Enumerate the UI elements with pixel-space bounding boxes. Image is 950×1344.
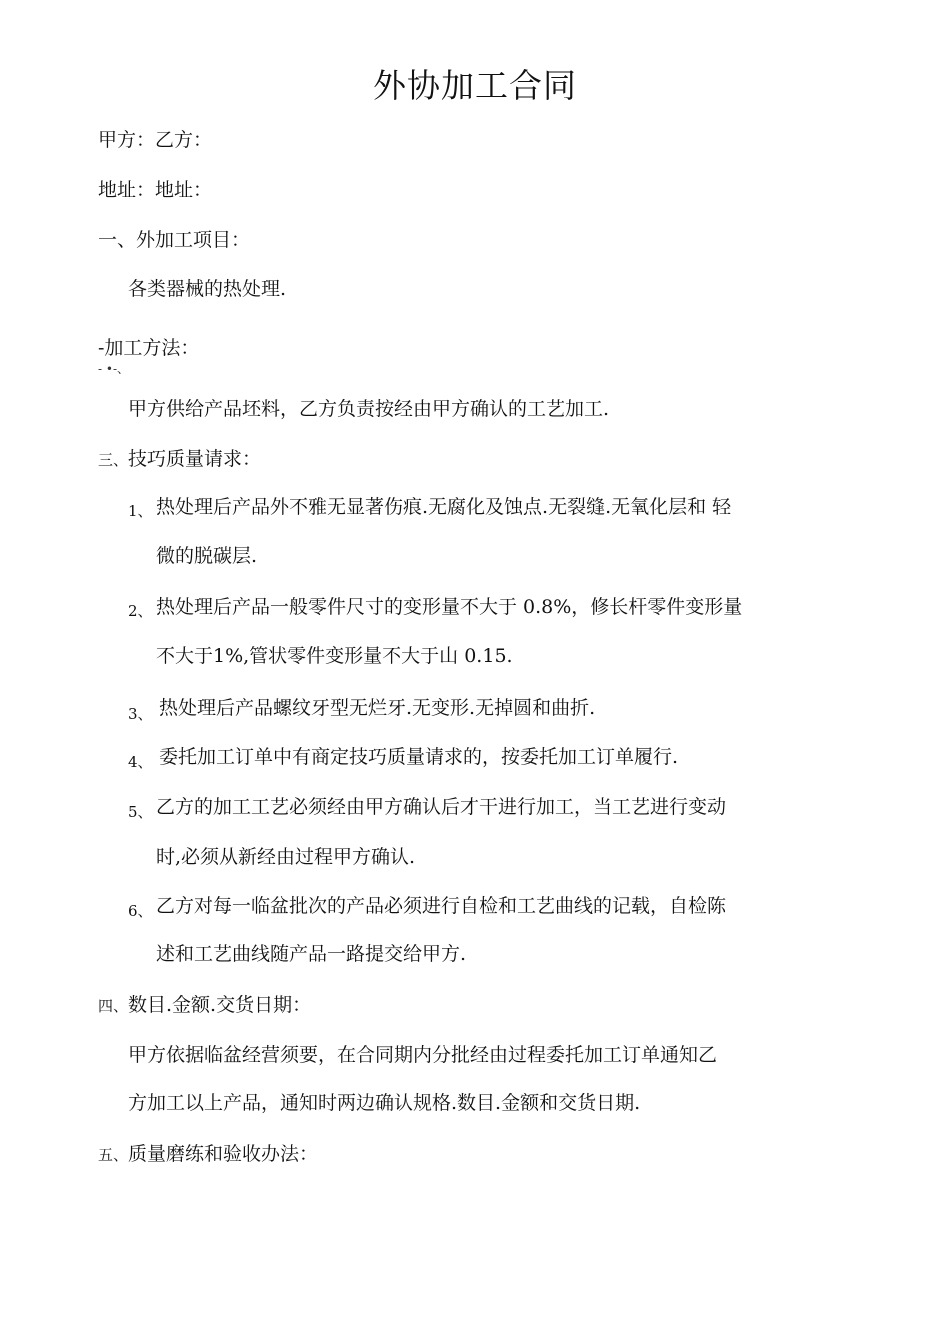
address-line: 地址：地址： xyxy=(98,179,213,201)
party-line: 甲方：乙方： xyxy=(98,129,213,151)
item-1-line-1: 热处理后产品外不雅无显著伤痕.无腐化及蚀点.无裂缝.无氧化层和 轻 xyxy=(156,496,732,518)
document-title: 外协加工合同 xyxy=(373,66,577,105)
section-2-heading: -加工方法： xyxy=(98,337,200,359)
item-4-line-1: 委托加工订单中有商定技巧质量请求的，按委托加工订单履行. xyxy=(159,746,679,768)
item-3-number: 3、 xyxy=(128,705,153,723)
section-4-line-2: 方加工以上产品，通知时两边确认规格.数目.金额和交货日期. xyxy=(128,1092,641,1114)
item-5-line-2: 时,必须从新经由过程甲方确认. xyxy=(156,846,416,868)
item-3-line-1: 热处理后产品螺纹牙型无烂牙.无变形.无掉圆和曲折. xyxy=(159,697,596,719)
section-1-heading: 一、外加工项目： xyxy=(98,229,251,251)
section-2-body: 甲方供给产品坯料，乙方负责按经由甲方确认的工艺加工. xyxy=(128,398,610,420)
item-6-line-2: 述和工艺曲线随产品一路提交给甲方. xyxy=(156,943,467,965)
section-4-number: 四、 xyxy=(98,997,129,1015)
item-5-line-1: 乙方的加工工艺必须经由甲方确认后才干进行加工，当工艺进行变动 xyxy=(156,796,727,818)
item-2-line-2: 不大于1%,管状零件变形量不大于山 0.15. xyxy=(156,645,513,667)
section-1-body: 各类器械的热处理. xyxy=(128,278,287,300)
item-1-number: 1、 xyxy=(128,502,153,520)
section-5-heading xyxy=(98,1142,318,1167)
item-4-number: 4、 xyxy=(128,753,153,771)
section-5-number: 五、 xyxy=(98,1146,129,1164)
section-4-heading xyxy=(98,993,311,1018)
section-3-title: 技巧质量请求： xyxy=(128,448,262,470)
section-3-number: 三、 xyxy=(98,451,129,469)
section-4-line-1: 甲方依据临盆经营须要，在合同期内分批经由过程委托加工订单通知乙 xyxy=(128,1044,718,1066)
section-2-mark: - •-、 xyxy=(98,362,130,376)
section-5-title: 质量磨练和验收办法： xyxy=(128,1143,319,1165)
section-3-heading xyxy=(98,447,261,472)
item-5-number: 5、 xyxy=(128,803,153,821)
section-4-title: 数目.金额.交货日期： xyxy=(128,994,312,1016)
item-6-line-1: 乙方对每一临盆批次的产品必须进行自检和工艺曲线的记载，自检陈 xyxy=(156,895,727,917)
item-2-line-1: 热处理后产品一般零件尺寸的变形量不大于 0.8%，修长杆零件变形量 xyxy=(156,596,743,618)
item-1-line-2: 微的脱碳层. xyxy=(156,545,258,567)
item-2-number: 2、 xyxy=(128,602,153,620)
item-6-number: 6、 xyxy=(128,902,153,920)
